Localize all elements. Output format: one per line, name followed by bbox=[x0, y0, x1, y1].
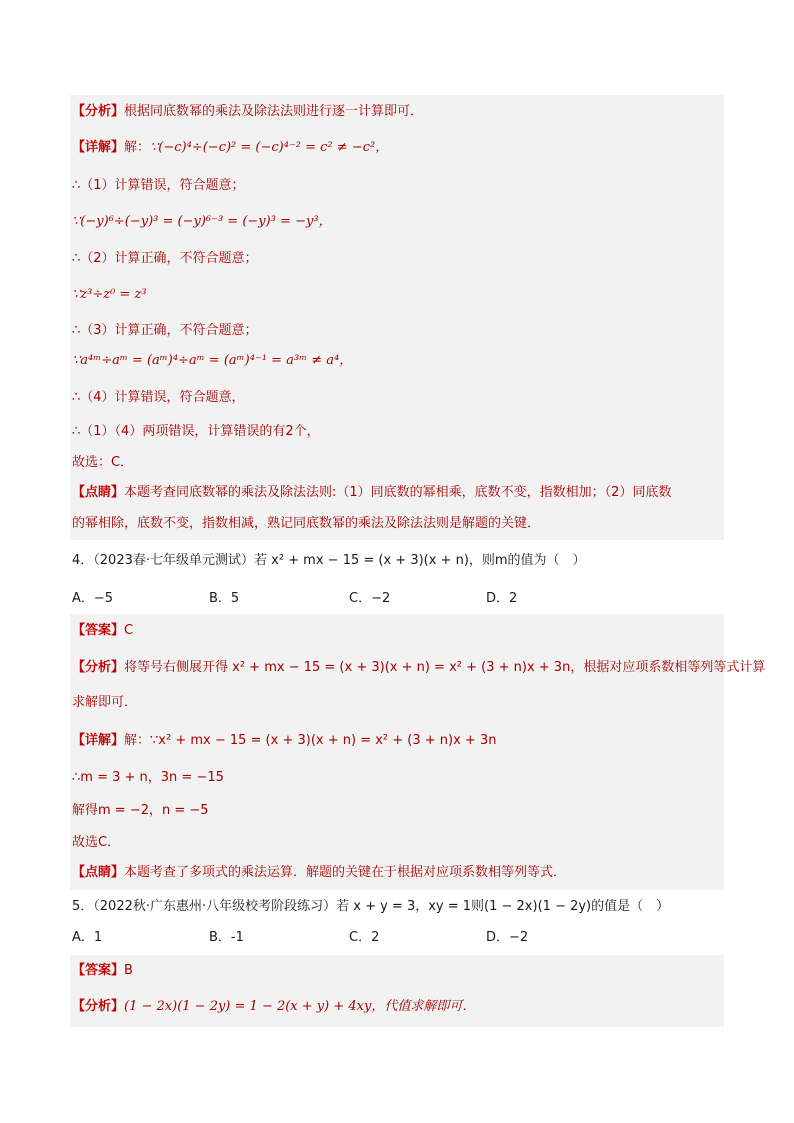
analysis-tag: 【分析】 bbox=[72, 999, 125, 1014]
answer-tag: 【答案】 bbox=[72, 623, 125, 638]
q3-detail-intro: 解： bbox=[124, 140, 151, 155]
q4-analysis-line-1 bbox=[72, 659, 766, 677]
q5-analysis-line bbox=[72, 998, 722, 1016]
q4-answer-line bbox=[72, 622, 722, 640]
q4-comment-line bbox=[72, 864, 722, 882]
q3-summary-line bbox=[72, 423, 722, 441]
comment-tag: 【点睛】 bbox=[72, 865, 125, 880]
q5-option-d: D．−2 bbox=[486, 930, 529, 945]
q3-detail-line bbox=[72, 139, 722, 157]
q4-analysis-text-1: 将等号右侧展开得 x² + mx − 15 = (x + 3)(x + n) = x² + (3 + n)x + 3n，根据对应项系数相等列等式计算 bbox=[124, 660, 766, 675]
q5-analysis-text: (1 − 2x)(1 − 2y) = 1 − 2(x + y) + 4xy，代值求解即可． bbox=[124, 999, 476, 1014]
q4-analysis-line-2: 求解即可． bbox=[72, 695, 138, 710]
q5-answer: B bbox=[124, 963, 133, 978]
q3-comment-line-1 bbox=[72, 484, 722, 502]
q3-result-2: ∴（2）计算正确，不符合题意； bbox=[72, 251, 258, 266]
comment-tag: 【点睛】 bbox=[72, 485, 125, 500]
q4-detail-text-1: 解：∵x² + mx − 15 = (x + 3)(x + n) = x² + (3 + n)x + 3n bbox=[124, 733, 497, 748]
q4-comment-text: 本题考查了多项式的乘法运算．解题的关键在于根据对应项系数相等列等式． bbox=[124, 865, 567, 880]
q4-option-a: A．−5 bbox=[72, 591, 114, 606]
q3-equation-1: ∵(−c)⁴÷(−c)² = (−c)⁴⁻² = c² ≠ −c²， bbox=[150, 140, 389, 155]
q3-result-4: ∴（4）计算错误，符合题意， bbox=[72, 390, 245, 405]
q4-stem: 4．（2023春·七年级单元测试）若 x² + mx − 15 = (x + 3)(x + n)，则m的值为（ ） bbox=[72, 553, 586, 568]
q3-analysis-text: 根据同底数幂的乘法及除法法则进行逐一计算即可． bbox=[124, 104, 424, 119]
q5-answer-line bbox=[72, 962, 722, 980]
q3-comment-text-1: 本题考查同底数幂的乘法及除法法则:（1）同底数的幂相乘，底数不变，指数相加；（2）同底数 bbox=[124, 485, 672, 500]
q4-answer: C bbox=[124, 623, 134, 638]
q3-comment-line-2: 的幂相除，底数不变，指数相减，熟记同底数幂的乘法及除法法则是解题的关键． bbox=[72, 516, 541, 531]
q4-choice: 故选C． bbox=[72, 835, 121, 850]
q4-option-d: D．2 bbox=[486, 591, 518, 606]
q5-option-a: A．1 bbox=[72, 930, 103, 945]
q3-result-1: ∴（1）计算错误，符合题意； bbox=[72, 178, 245, 193]
q5-stem: 5．（2022秋·广东惠州·八年级校考阶段练习）若 x + y = 3，xy = 1则(1 − 2x)(1 − 2y)的值是（ ） bbox=[72, 899, 670, 914]
q3-summary-suffix: 个， bbox=[293, 424, 320, 439]
analysis-tag: 【分析】 bbox=[72, 104, 125, 119]
q3-summary-count: 2 bbox=[285, 424, 294, 439]
q3-choice: 故选：C． bbox=[72, 455, 134, 470]
q3-equation-4: ∵a⁴ᵐ÷aᵐ = (aᵐ)⁴÷aᵐ = (aᵐ)⁴⁻¹ = a³ᵐ ≠ a⁴， bbox=[72, 353, 353, 368]
q4-detail-line-1 bbox=[72, 732, 722, 750]
q3-result-3: ∴（3）计算正确，不符合题意； bbox=[72, 323, 258, 338]
detail-tag: 【详解】 bbox=[72, 733, 125, 748]
q3-equation-2: ∵(−y)⁶÷(−y)³ = (−y)⁶⁻³ = (−y)³ = −y³， bbox=[72, 214, 332, 229]
detail-tag: 【详解】 bbox=[72, 140, 125, 155]
analysis-tag: 【分析】 bbox=[72, 660, 125, 675]
q3-summary-text: ∴（1）（4）两项错误，计算错误的有 bbox=[72, 424, 286, 439]
q5-option-b: B．-1 bbox=[209, 930, 244, 945]
q4-detail-line-2: ∴m = 3 + n，3n = −15 bbox=[72, 770, 224, 785]
q3-equation-3: ∵z³÷z⁰ = z³ bbox=[72, 287, 147, 302]
q4-option-b: B．5 bbox=[209, 591, 240, 606]
answer-tag: 【答案】 bbox=[72, 963, 125, 978]
q4-detail-line-3: 解得m = −2，n = −5 bbox=[72, 803, 209, 818]
q4-option-c: C．−2 bbox=[349, 591, 391, 606]
q3-solution-background bbox=[70, 95, 724, 540]
q3-analysis-line bbox=[72, 103, 722, 121]
q5-option-c: C．2 bbox=[349, 930, 380, 945]
